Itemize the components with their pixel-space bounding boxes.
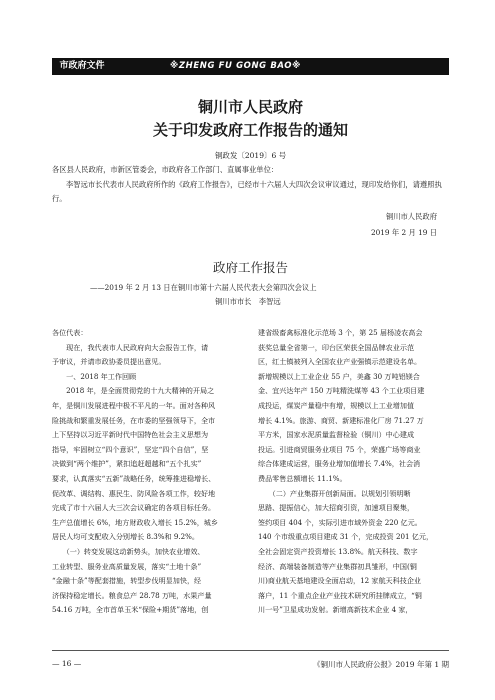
report-text-line: 济保持稳定增长。粮食总产 28.78 万吨，水果产量 (52, 590, 212, 600)
report-text-line: 成投运，煤炭产量稳中有增，规模以上工业增加值 (258, 400, 415, 410)
report-text-line: 建省级畜禽标准化示范场 3 个，第 25 届杨凌农高会 (258, 328, 423, 337)
notice-title-line2: 关于印发政府工作报告的通知 (152, 121, 348, 139)
report-text-line: 新增规模以上工业企业 55 户，美鑫 30 万吨铝镁合 (258, 371, 420, 381)
report-text-line: 签约项目 404 个，实际引进市域外资金 220 亿元。 (258, 517, 422, 527)
report-text-line: 54.16 万吨，全市首单玉米“保险+期货”落地，创 (52, 605, 209, 615)
notice-issuer: 铜川市人民政府 (385, 212, 437, 221)
report-text-line: 思路、提振信心，加大招商引资，加速项目聚集， (258, 503, 415, 513)
report-text-line: 工业转型、服务业高质量发展，落实“土地十条” (52, 561, 202, 571)
report-text-line: “金融十条”等配套措施，转型步伐明显加快，经 (52, 576, 202, 586)
report-text-line: 全社会固定资产投资增长 13.8%。航天科技、数字 (258, 546, 418, 556)
report-text-line: 川一号”卫星成功发射。新增高新技术企业 4 家， (258, 605, 413, 615)
report-text-line: 予审议，并请市政协委员提出意见。 (52, 357, 166, 367)
notice-body: 李智远市长代表市人民政府所作的《政府工作报告》，已经市十六届人大四次会议审议通过，现印发给你们，请遵照执行。 (52, 180, 442, 203)
report-text-line: （一）转变发展这动新势头，加快农业增效、 (52, 546, 205, 556)
report-column-left (52, 326, 242, 618)
report-text-line: 各位代表： (52, 328, 88, 337)
report-text-line: 指导，牢固树立“四个意识”，坚定“四个自信”，坚 (52, 444, 209, 454)
report-text-line: 2018 年，是全面贯彻党的十九大精神的开局之 (52, 386, 215, 396)
report-text-line: 川)商业航天基地建设全面启动，12 家航天科技企业 (258, 576, 422, 586)
report-text-line: 险挑战和繁重发展任务，在市委的坚强领导下，全市 (52, 415, 216, 425)
report-text-line: 居民人均可支配收入分别增长 8.3%和 9.2%。 (52, 532, 199, 542)
report-text-line: 投运。引进商贸服务业项目 75 个，荣盛广场等商业 (258, 444, 421, 454)
section-label: 市政府文件 (53, 58, 111, 75)
report-subtitle: ——2019 年 2 月 13 日在铜川市第十六届人民代表大会第四次会议上 (90, 283, 317, 292)
report-text-line: 上下坚持以习近平新时代中国特色社会主义思想为 (52, 430, 209, 440)
report-text-line: 要求，认真落实“五新”战略任务，统筹推进稳增长、 (52, 473, 216, 483)
notice-title-line1: 铜川市人民政府 (197, 98, 303, 116)
report-text-line: 一、2018 年工作回顾 (52, 371, 137, 381)
report-text-line: 决做到“两个维护”，紧扣追赶超越和“五个扎实” (52, 459, 202, 469)
footer-divider (52, 650, 449, 651)
report-text-line: 140 个市级重点项目建成 31 个，完成投资 201 亿元， (258, 532, 434, 542)
report-text-line: 费品零售总额增长 11.1%。 (258, 473, 347, 483)
report-text-line: 获奖总量全省第一，印台区荣获全国品牌农业示范 (258, 342, 415, 352)
journal-title: ※ZHENG FU GONG BAO※ (170, 61, 302, 71)
report-column-right (258, 326, 450, 618)
report-text-line: 金、宜兴达年产 150 万吨精洗煤等 43 个工业项目建 (258, 386, 425, 396)
report-title: 政府工作报告 (212, 260, 288, 275)
notice-addressees: 各区县人民政府，市新区管委会，市政府各工作部门、直属事业单位： (52, 165, 279, 174)
report-text-line: 现在，我代表市人民政府向大会报告工作，请 (52, 342, 209, 352)
report-text-line: （二）产业集群开创新局面。以规划引领明晰 (258, 488, 411, 498)
report-text-line: 区，红土镇被列入全国农业产业强镇示范建设名单。 (258, 357, 422, 367)
report-text-line: 生产总值增长 6%，地方财政收入增长 15.2%，城乡 (52, 517, 218, 527)
report-text-line: 平方米，国家水泥质量监督检验（铜川）中心建成 (258, 430, 415, 440)
report-text-line: 增长 4.1%。旅游、商贸、新建标准化厂房 71.27 万 (258, 415, 424, 425)
document-number: 铜政发〔2019〕6 号 (214, 151, 287, 160)
report-text-line: 完成了市十六届人大三次会议确定的各项目标任务。 (52, 503, 216, 513)
publication-name: 《铜川市人民政府公报》2019 年第 1 期 (312, 660, 449, 669)
report-text-line: 落户，11 个重点企业产业技术研究所挂牌成立，“铜 (258, 590, 422, 600)
report-text-line: 综合体建成运营，服务业增加值增长 7.4%，社会消 (258, 459, 421, 469)
report-text-line: 促改革、调结构、惠民生、防风险各项工作，较好地 (52, 488, 216, 498)
report-author: 铜川市市长 李智远 (215, 297, 281, 306)
page-number: — 16 — (52, 659, 82, 668)
notice-date: 2019 年 2 月 19 日 (371, 228, 437, 237)
report-text-line: 年，是铜川发展进程中极不平凡的一年。面对各种风 (52, 400, 216, 410)
report-text-line: 经济、高端装备制造等产业集群初具雏形，中国(铜 (258, 561, 417, 571)
